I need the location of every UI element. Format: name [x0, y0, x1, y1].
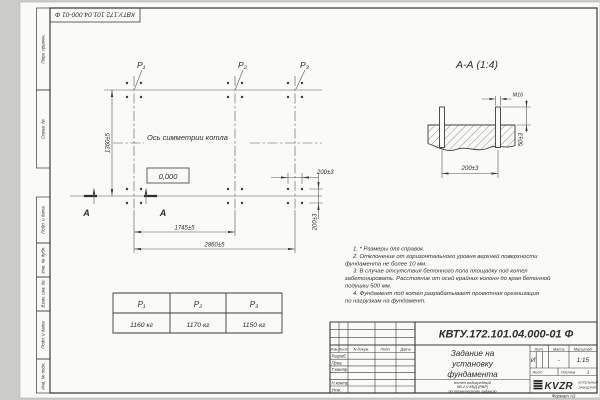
section-title: А-А (1:4): [455, 59, 499, 71]
sidebar-label: Перв. примен.: [40, 34, 46, 64]
lit-header: Лит.: [534, 346, 544, 352]
note-line: 3. В случае отсутствия бетонного пола площадку под котел: [353, 268, 528, 275]
product-line2: КВ-2,0 КБД (РВР): [456, 384, 489, 390]
note-line: подушки 500 мм.: [345, 283, 392, 290]
row-prov: Пров.: [331, 360, 343, 366]
load-table-value-p2: 1170 кг: [186, 322, 210, 329]
sidebar-label: Справ. №: [40, 119, 46, 139]
point-label-p2: P₂: [238, 60, 247, 70]
load-table-header-p2: P₂: [193, 300, 203, 309]
sidebar-label: Инв. № подл.: [40, 362, 46, 390]
sheets-value: 1: [586, 369, 590, 375]
anchor-bolt-right: [496, 107, 501, 148]
dim-200-section-label: 200±3: [461, 166, 479, 172]
sidebar-label: Инв. № дубл.: [40, 246, 46, 274]
m16-thread-label: М16: [512, 92, 524, 99]
col-date: Дата: [400, 346, 411, 352]
col-izm: Изм.: [330, 346, 339, 352]
mass-header: Масса: [552, 346, 565, 352]
col-sign: Подп.: [380, 346, 391, 352]
note-line: по нагрузкам на фундамент.: [345, 298, 426, 305]
dim-200v-label: 200±3: [312, 213, 319, 231]
kvzr-logo-text: KVZR: [544, 381, 573, 392]
mass-value: -: [557, 357, 560, 364]
sheet-label: Лист: [532, 369, 543, 375]
doc-title-line3: фундамента: [447, 370, 498, 379]
sheets-label: Листов: [560, 369, 576, 375]
note-line: 2. Отклонение от горизонтального уровня верхней поверхности: [353, 253, 538, 260]
product-line3: по техническому заданию: [448, 388, 497, 394]
sidebar-label: Взам. инв. №: [40, 280, 46, 308]
col-list: Лист: [338, 346, 349, 352]
technical-notes: [344, 247, 551, 305]
load-table-header-p3: P₃: [249, 300, 259, 309]
point-label-p1: P₁: [137, 60, 146, 70]
sidebar-label: Подп. и дата: [40, 321, 46, 349]
row-utv: Утв.: [331, 387, 342, 393]
col-doc: N докум.: [353, 346, 370, 352]
sidebar-label: Подп. и дата: [40, 206, 46, 234]
note-line: 4. Фундамент под котел разрабатывает проектная организация: [353, 290, 540, 297]
note-line: 1. * Размеры для справок.: [353, 246, 425, 253]
doc-title-line2: установку: [452, 359, 493, 369]
format-label: Формат А3: [551, 393, 576, 399]
dim-1360-label: 1360±5: [105, 133, 112, 153]
dim-50-label: 50±3: [518, 132, 525, 147]
anchor-bolt-left: [440, 107, 445, 148]
note-line: фундамента не более 10 мм.: [345, 261, 427, 268]
product-line1: Котел водогрейный: [453, 379, 492, 385]
section-letter-left: А: [83, 208, 90, 218]
elevation-value: 0,000: [158, 172, 178, 181]
row-tkontr: Т.контр.: [331, 367, 349, 373]
load-table-header-p1: P₁: [137, 300, 146, 309]
kvzr-caption-line2: ЗАВОД РЭП: [578, 385, 597, 390]
row-nkontr: Н.контр.: [331, 380, 350, 386]
section-letter-right: А: [159, 208, 167, 218]
scale-value: 1:15: [576, 357, 590, 364]
kvzr-caption-line1: КОТЕЛЬНЫЙ: [578, 380, 598, 385]
dim-1745-label: 1745±5: [174, 225, 195, 232]
dim-200h-label: 200±3: [317, 170, 334, 176]
scale-header: Масштаб: [573, 346, 592, 352]
symmetry-axis-label: Ось симметрии котла: [147, 133, 228, 142]
point-label-p3: P₃: [300, 60, 310, 70]
dim-2860-label: 2860±5: [204, 242, 225, 249]
load-table-value-p3: 1150 кг: [242, 322, 266, 329]
corner-stamp-doc-number: КВТУ.172.101.04.000-01 Ф: [55, 10, 135, 18]
doc-title-line1: Задание на: [450, 349, 495, 358]
row-razrab: Разраб.: [331, 353, 347, 359]
title-block-doc-number: КВТУ.172.101.04.000-01 Ф: [438, 328, 574, 341]
note-line: забетонировать. Расстояние от осей крайних колонн до края бетонной: [345, 276, 551, 283]
lit-value: И: [530, 357, 536, 364]
load-table-value-p1: 1160 кг: [129, 322, 154, 329]
